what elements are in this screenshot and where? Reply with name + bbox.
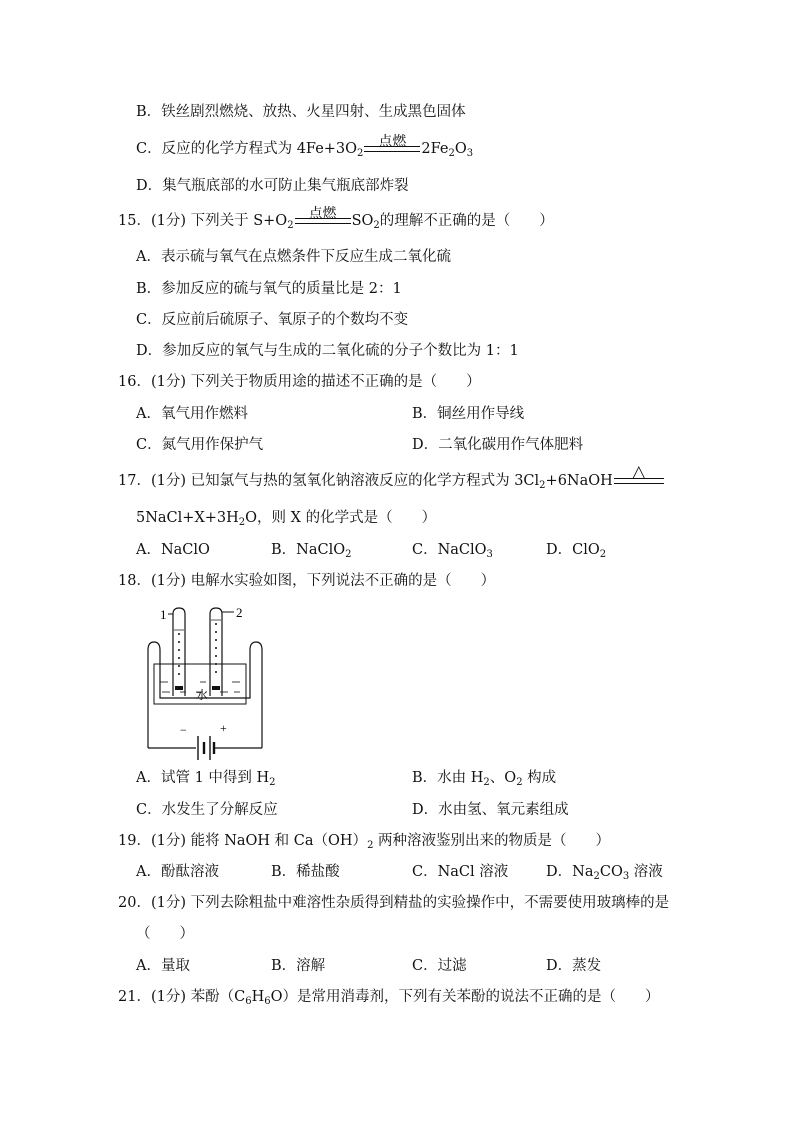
q15-option-c: C．反应前后硫原子、氧原子的个数均不变: [136, 312, 409, 328]
q20-option-d: D．蒸发: [546, 958, 602, 974]
q15-option-a: A．表示硫与氧气在点燃条件下反应生成二氧化硫: [136, 249, 451, 265]
q19-option-c: C．NaCl 溶液: [412, 864, 509, 880]
q18-option-b: B．水由 $H_2$、$O_2$ 构成: [412, 770, 557, 788]
q20-stem-line2: （ ）: [136, 926, 194, 942]
electrolysis-diagram: [140, 600, 270, 760]
q15-stem: 15．(1分) 下列关于 $S+O_2$ 点燃 $SO_2$的理解不正确的是（ ）: [118, 206, 554, 231]
q18-option-d: D．水由氢、氧元素组成: [412, 802, 569, 818]
q16-option-d: D．二氧化碳用作气体肥料: [412, 437, 584, 453]
q19-option-b: B．稀盐酸: [271, 864, 340, 880]
q20-option-c: C．过滤: [412, 958, 467, 974]
q20-option-a: A．量取: [136, 958, 190, 974]
q20-stem: 20．(1分) 下列去除粗盐中难溶性杂质得到精盐的实验操作中，不需要使用玻璃棒的是: [118, 895, 670, 911]
q17-stem-line2: $5NaCl+X+3H_2O$，则 X 的化学式是（ ）: [136, 510, 437, 528]
q19-option-d: D．$Na_2CO_3$ 溶液: [546, 864, 663, 882]
q16-stem: 16．(1分) 下列关于物质用途的描述不正确的是（ ）: [118, 374, 481, 390]
q20-option-b: B．溶解: [271, 958, 326, 974]
battery-minus: −: [180, 723, 187, 737]
q16-option-c: C．氮气用作保护气: [136, 437, 264, 453]
q14-condition: 点燃: [364, 139, 420, 159]
water-label: 水: [196, 688, 209, 702]
q14-option-c: C．反应的化学方程式为 $4Fe+3O_2$ 点燃 $2Fe_2O_3$: [136, 134, 474, 159]
q14-option-d: D．集气瓶底部的水可防止集气瓶底部炸裂: [136, 178, 409, 194]
q17-option-c: C．NaClO$_3$: [412, 542, 493, 560]
q14-option-b: B．铁丝剧烈燃烧、放热、火星四射、生成黑色固体: [136, 104, 466, 120]
q19-stem: 19．(1分) 能将 NaOH 和 $Ca(OH)_2$ 两种溶液鉴别出来的物质是（ ）: [118, 833, 611, 851]
q21-stem: 21．(1分) 苯酚$(C_6H_6O)$是常用消毒剂，下列有关苯酚的说法不正确的是（ ）: [118, 989, 660, 1007]
q19-option-a: A．酚酞溶液: [136, 864, 219, 880]
q18-option-c: C．水发生了分解反应: [136, 802, 278, 818]
q18-stem: 18．(1分) 电解水实验如图，下列说法不正确的是（ ）: [118, 573, 496, 589]
battery-plus: +: [220, 721, 227, 735]
q17-option-b: B．NaClO$_2$: [271, 542, 352, 560]
q16-option-a: A．氧气用作燃料: [136, 406, 248, 422]
q16-option-b: B．铜丝用作导线: [412, 406, 525, 422]
q17-option-a: A．NaClO: [136, 542, 210, 558]
q17-option-d: D．ClO$_2$: [546, 542, 607, 560]
tube-label-2: 2: [236, 605, 243, 620]
q15-option-b: B．参加反应的硫与氧气的质量比是 2：1: [136, 281, 402, 297]
q15-condition: 点燃: [295, 211, 351, 231]
q17-condition: △: [614, 471, 664, 491]
tube-label-1: 1: [160, 607, 167, 622]
q17-stem: 17．(1分) 已知氯气与热的氢氧化钠溶液反应的化学方程式为 $3Cl_2+6NaOH$ △: [118, 471, 665, 491]
q15-option-d: D．参加反应的氧气与生成的二氧化硫的分子个数比为 1：1: [136, 343, 519, 359]
q18-option-a: A．试管 1 中得到 $H_2$: [136, 770, 276, 788]
